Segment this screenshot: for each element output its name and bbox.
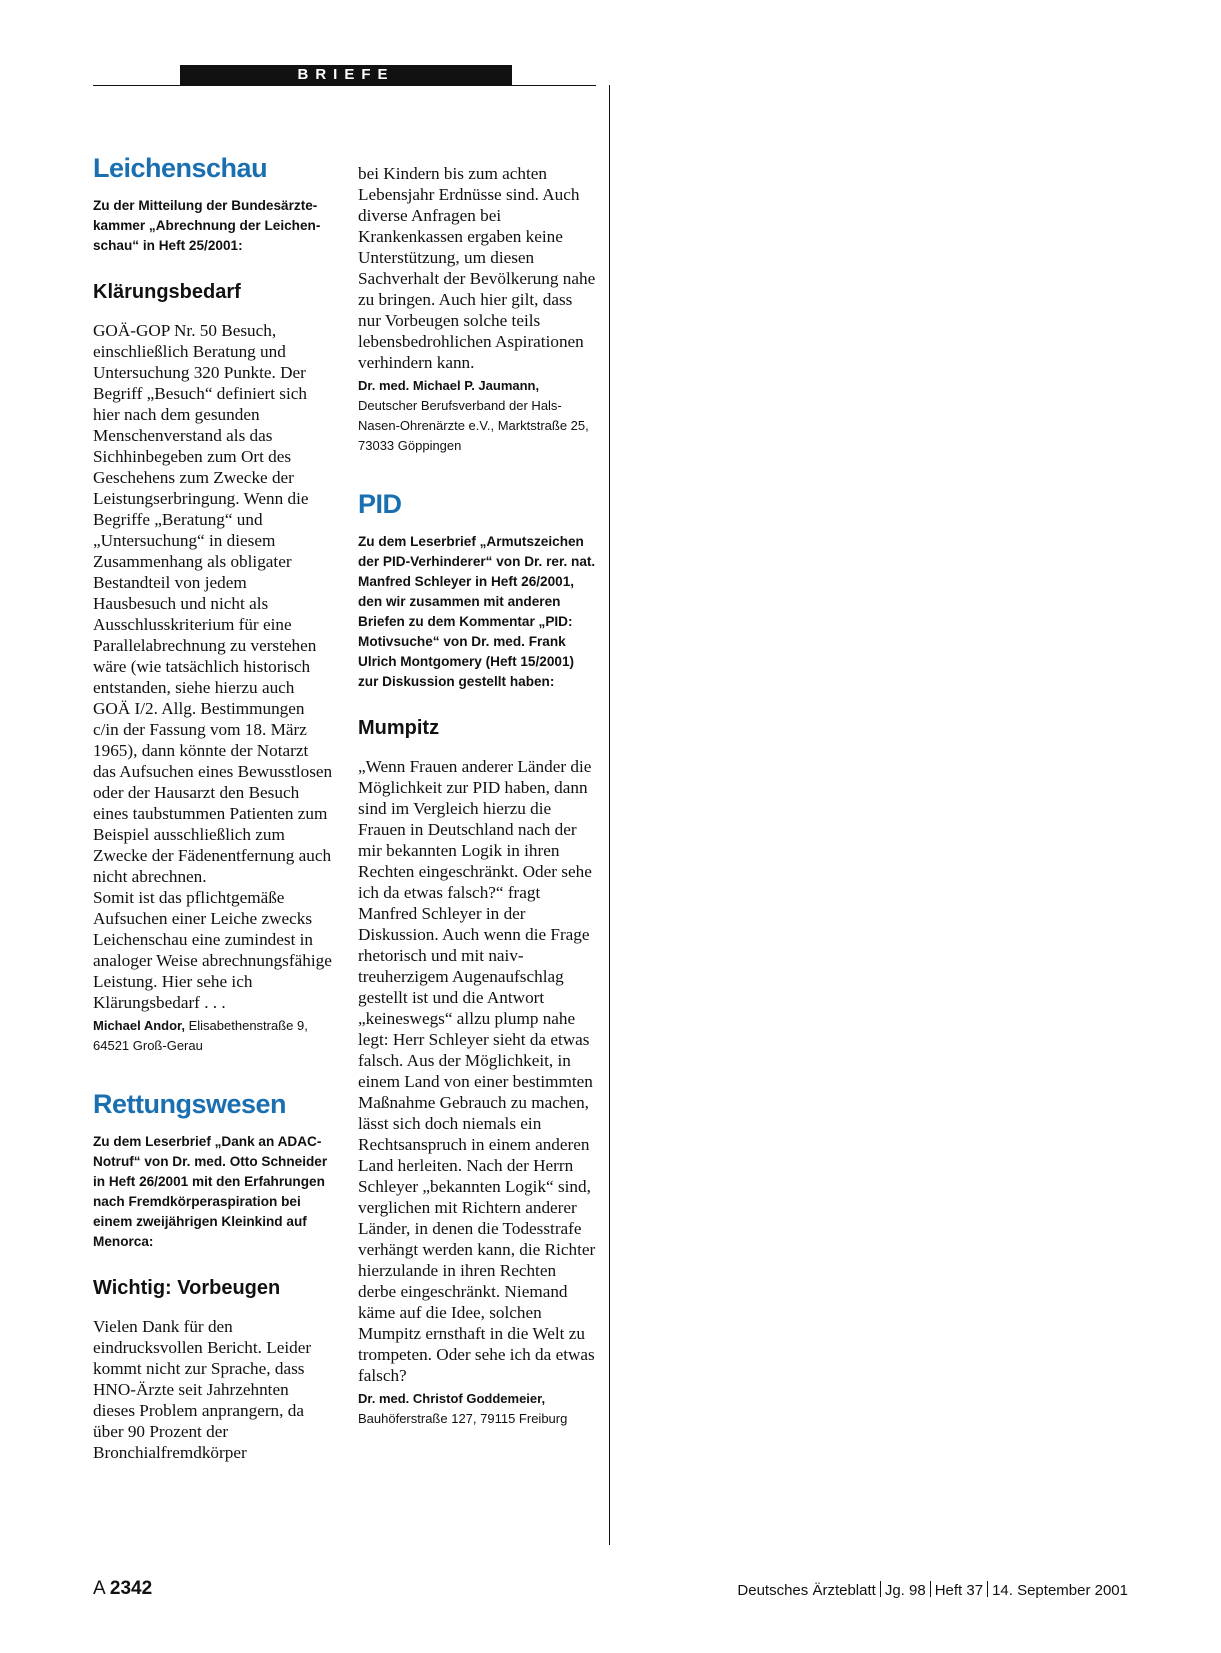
journal-name: Deutsches Ärzteblatt xyxy=(737,1582,876,1599)
signature-name: Dr. med. Christof Goddemeier, xyxy=(358,1391,546,1406)
section-title-pid: PID xyxy=(358,489,402,519)
section-intro: Zu der Mitteilung der Bundesärzte-kammer „Abrechnung der Leichen-schau“ in Heft 25/2001: xyxy=(93,198,321,253)
left-column xyxy=(93,152,333,1463)
paragraph: bei Kindern bis zum achten Lebensjahr Erdnüsse sind. Auch diverse Anfragen bei Krankenkassen ergaben keine Unterstützung, um diesen Sachverhalt der Bevölkerung nahe zu bringen. Auch hier gilt, dass nur Vorbeugen solche teils lebensbedrohlichen Aspirationen verhindern kann. xyxy=(358,164,596,372)
signature-address: Elisabethenstraße 9, 64521 Groß-Gerau xyxy=(93,1018,308,1053)
column-divider xyxy=(609,85,610,1545)
letter-title: Wichtig: Vorbeugen xyxy=(93,1277,281,1299)
signature xyxy=(358,376,598,456)
section-title-rettungswesen: Rettungswesen xyxy=(93,1089,287,1119)
page-number xyxy=(93,1578,152,1600)
header-rule xyxy=(93,85,596,86)
journal-footer xyxy=(737,1581,1128,1599)
journal-issue: Heft 37 xyxy=(934,1582,984,1599)
letter-body xyxy=(93,320,333,1013)
letter-title: Mumpitz xyxy=(358,717,440,739)
signature-address: Deutscher Berufsverband der Hals-Nasen-Ohrenärzte e.V., Marktstraße 25, 73033 Göppingen xyxy=(358,398,589,453)
letter-body xyxy=(93,1316,333,1463)
letter-body xyxy=(358,756,598,1386)
letter-body-continued xyxy=(358,163,598,373)
page-prefix: A xyxy=(93,1578,105,1599)
journal-volume: Jg. 98 xyxy=(884,1582,926,1599)
paragraph: Somit ist das pflichtgemäße Aufsuchen einer Leiche zwecks Leichenschau eine zumindest in analoger Weise abrechnungsfähige Leistung. Hier sehe ich Klärungsbedarf . . . xyxy=(93,888,332,1012)
signature xyxy=(358,1389,598,1429)
signature-address: Bauhöferstraße 127, 79115 Freiburg xyxy=(358,1411,568,1426)
signature-name: Dr. med. Michael P. Jaumann, xyxy=(358,378,540,393)
paragraph: „Wenn Frauen anderer Länder die Möglichkeit zur PID haben, dann sind im Vergleich hierzu die Frauen in Deutschland nach der mir bekannten Logik in ihren Rechten eingeschränkt. Oder sehe ich da etwas falsch?“ fragt Manfred Schleyer in der Diskussion. Auch wenn die Frage rhetorisch und mit naiv-treuherzigem Augenaufschlag gestellt ist und die Antwort „keineswegs“ allzu plump nahe legt: Herr Schleyer sieht da etwas falsch. Aus der Möglichkeit, in einem Land von einer bestimmten Maßnahme Gebrauch zu machen, lässt sich doch niemals ein Rechtsanspruch in einem anderen Land herleiten. Nach der Herrn Schleyer „bekannten Logik“ sind, verglichen mit Richtern anderer Länder, in denen die Todesstrafe verhängt werden kann, die Richter hierzulande in ihren Rechten derbe eingeschränkt. Niemand käme auf die Idee, solchen Mumpitz ernsthaft in die Welt zu trompeten. Oder sehe ich da etwas falsch? xyxy=(358,757,596,1385)
section-intro: Zu dem Leserbrief „Armutszeichen der PID-Verhinderer“ von Dr. rer. nat. Manfred Schleyer in Heft 26/2001, den wir zusammen mit anderen Briefen zu dem Kommentar „PID: Motivsuche“ von Dr. med. Frank Ulrich Montgomery (Heft 15/2001) zur Diskussion gestellt haben: xyxy=(358,534,596,689)
signature-name: Michael Andor, xyxy=(93,1018,185,1033)
paragraph: Vielen Dank für den eindrucksvollen Bericht. Leider kommt nicht zur Sprache, dass HNO-Ärzte seit Jahrzehnten dieses Problem anprangern, da über 90 Prozent der Bronchialfremdkörper xyxy=(93,1317,312,1462)
right-column xyxy=(358,163,598,1429)
letter-title: Klärungsbedarf xyxy=(93,281,241,303)
page-number-value: 2342 xyxy=(109,1578,153,1599)
section-title-leichenschau: Leichenschau xyxy=(93,153,268,183)
signature xyxy=(93,1016,333,1056)
section-intro: Zu dem Leserbrief „Dank an ADAC-Notruf“ von Dr. med. Otto Schneider in Heft 26/2001 mit den Erfahrungen nach Fremdkörperaspiration bei einem zweijährigen Kleinkind auf Menorca: xyxy=(93,1134,328,1249)
section-header: BRIEFE xyxy=(180,65,512,85)
journal-date: 14. September 2001 xyxy=(992,1582,1128,1599)
paragraph: GOÄ-GOP Nr. 50 Besuch, einschließlich Beratung und Untersuchung 320 Punkte. Der Begriff „Besuch“ definiert sich hier nach dem gesunden Menschenverstand als das Sichhinbegeben zum Ort des Geschehens zum Zwecke der Leistungserbringung. Wenn die Begriffe „Beratung“ und „Untersuchung“ in diesem Zusammenhang als obligater Bestandteil von jedem Hausbesuch und nicht als Ausschlusskriterium für eine Parallelabrechnung zu verstehen wäre (wie tatsächlich historisch entstanden, siehe hierzu auch GOÄ I/2. Allg. Bestimmungen c/in der Fassung vom 18. März 1965), dann könnte der Notarzt das Aufsuchen eines Bewusstlosen oder der Hausarzt den Besuch eines taubstummen Patienten zum Beispiel ausschließlich zum Zwecke der Fädenentfernung auch nicht abrechnen. xyxy=(93,321,333,886)
